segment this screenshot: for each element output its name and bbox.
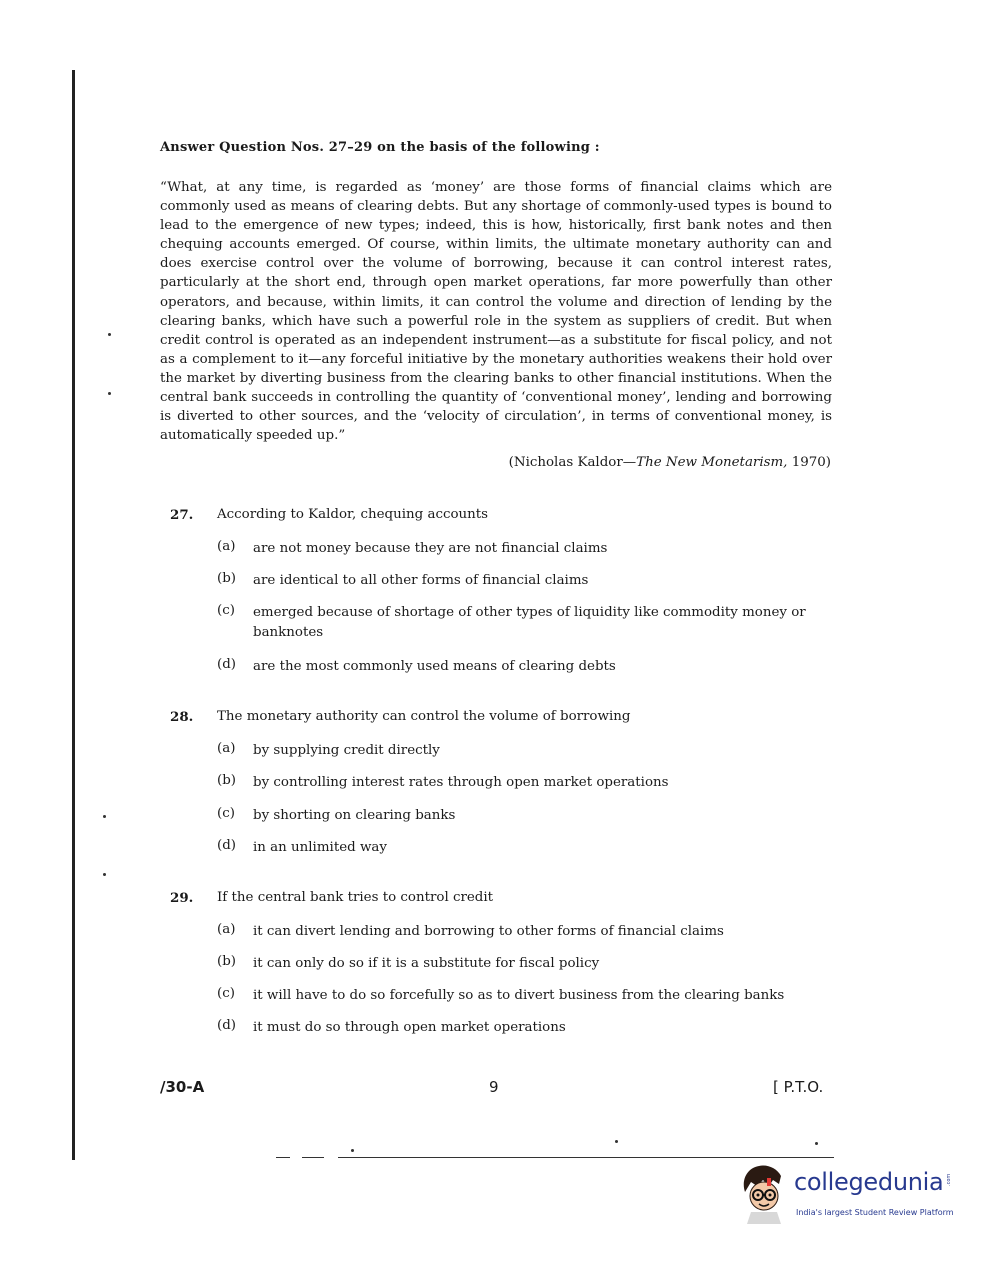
option-text: it will have to do so forcefully so as to divert business from the clearing banks <box>253 988 785 1003</box>
scan-speck <box>351 1149 354 1152</box>
question-number: 28. <box>170 709 194 725</box>
scan-speck <box>615 1140 618 1143</box>
scan-speck <box>103 815 106 818</box>
scan-speck <box>815 1142 818 1145</box>
citation-suffix: 1970) <box>787 455 831 470</box>
page-number: 9 <box>489 1078 499 1096</box>
option-text: in an unlimited way <box>253 840 387 855</box>
dash-mark <box>302 1157 324 1158</box>
option-label: (c) <box>217 806 235 821</box>
bottom-rule <box>338 1157 834 1158</box>
citation-prefix: (Nicholas Kaldor— <box>508 455 637 470</box>
question-stem: The monetary authority can control the volume of borrowing <box>217 709 631 724</box>
option-text: by controlling interest rates through open market operations <box>253 775 669 790</box>
option-label: (c) <box>217 986 235 1001</box>
option-label: (a) <box>217 539 236 554</box>
question-number: 29. <box>170 890 194 906</box>
scan-speck <box>108 333 111 336</box>
left-margin-rule <box>72 70 75 1160</box>
passage-text: “What, at any time, is regarded as ‘money’ are those forms of financial claims which are commonly used as means of clearing debts. But any shortage of commonly-used types is bound to lead to the emergence of new types; indeed, this is how, historically, first bank notes and then chequing accounts emerged. Of course, within limits, the ultimate monetary authority can and does exercise control over the volume of borrowing, because it can control interest rates, particularly at the short end, through open market operations, far more powerfully than other operators, and because, within limits, it can control the volume and direction of lending by the clearing banks, which have such a powerful role in the system as suppliers of credit. But when credit control is operated as an independent instrument—as a substitute for fiscal policy, and not as a complement to it—any forceful initiative by the monetary authorities weakens their hold over the market by diverting business from the clearing banks to other financial institutions. When the central bank succeeds in controlling the quantity of ‘conventional money’, lending and borrowing is diverted to other sources, and the ‘velocity of circulation’, in terms of conventional money, is automatically speeded up.” <box>160 180 832 444</box>
option-label: (b) <box>217 773 237 788</box>
scan-speck <box>103 873 106 876</box>
question-stem: According to Kaldor, chequing accounts <box>217 507 489 522</box>
citation-title: The New Monetarism, <box>636 455 788 470</box>
collegedunia-logo <box>737 1162 967 1226</box>
brand-tagline: India's largest Student Review Platform <box>796 1208 954 1217</box>
brand-dotcom: .com <box>946 1173 952 1186</box>
paper-code: /30-A <box>160 1078 205 1096</box>
mascot-icon <box>737 1162 793 1224</box>
option-text: it must do so through open market operations <box>253 1020 566 1035</box>
option-label: (a) <box>217 922 236 937</box>
question-stem: If the central bank tries to control credit <box>217 890 494 905</box>
dash-mark <box>276 1157 290 1158</box>
option-text: are not money because they are not financial claims <box>253 541 608 556</box>
option-text: it can divert lending and borrowing to other forms of financial claims <box>253 924 724 939</box>
option-label: (b) <box>217 954 237 969</box>
option-text: emerged because of shortage of other types of liquidity like commodity money or banknotes <box>253 605 806 640</box>
option-label: (d) <box>217 838 237 853</box>
pto-marker: [ P.T.O. <box>773 1078 824 1096</box>
option-text: by shorting on clearing banks <box>253 808 456 823</box>
passage-citation <box>509 455 831 470</box>
option-text: are identical to all other forms of financial claims <box>253 573 589 588</box>
option-label: (b) <box>217 571 237 586</box>
option-label: (c) <box>217 603 235 618</box>
option-label: (a) <box>217 741 236 756</box>
question-number: 27. <box>170 507 194 523</box>
option-label: (d) <box>217 657 237 672</box>
scan-speck <box>108 392 111 395</box>
section-heading: Answer Question Nos. 27–29 on the basis of the following : <box>160 140 600 155</box>
option-text: are the most commonly used means of clearing debts <box>253 659 616 674</box>
option-text: by supplying credit directly <box>253 743 440 758</box>
option-label: (d) <box>217 1018 237 1033</box>
option-text: it can only do so if it is a substitute for fiscal policy <box>253 956 600 971</box>
brand-name: collegedunia <box>794 1168 944 1196</box>
